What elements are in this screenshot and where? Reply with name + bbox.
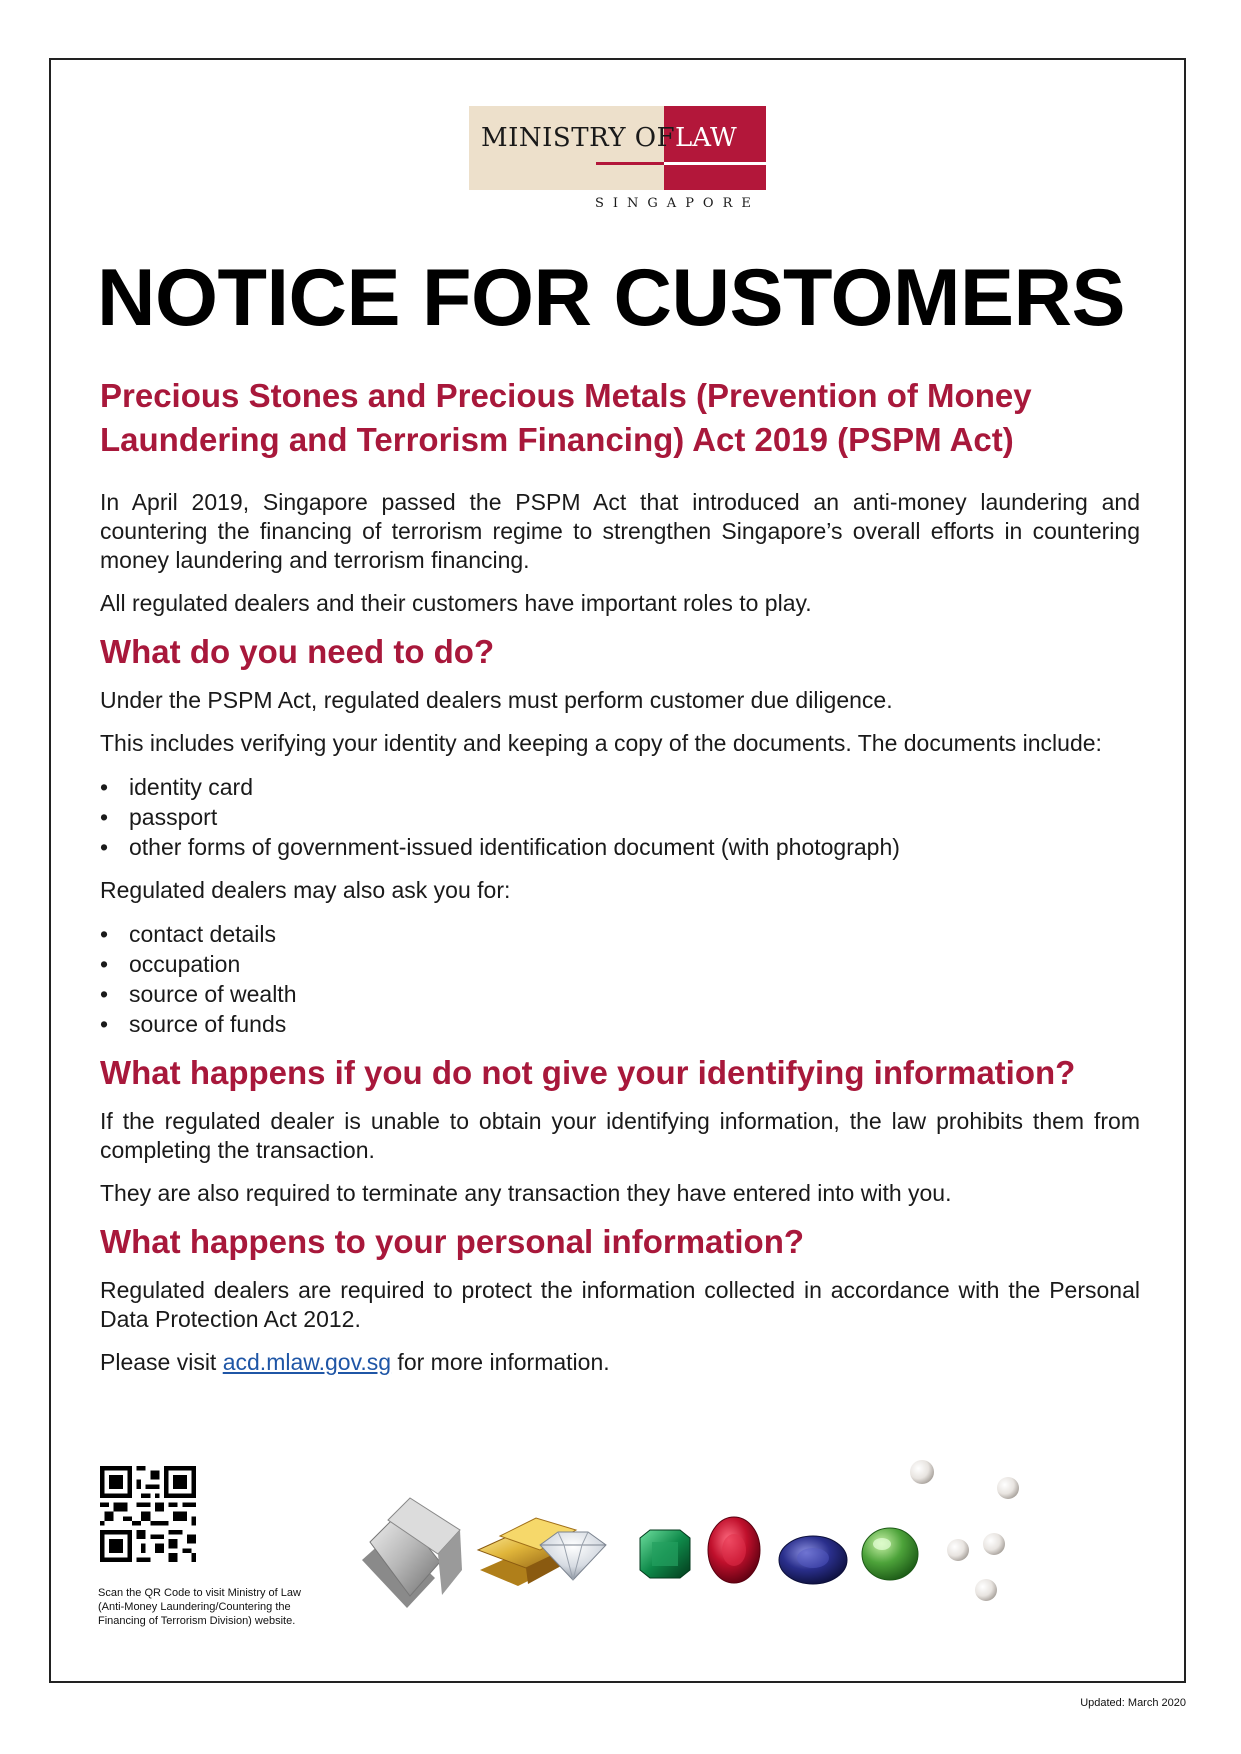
terminate-paragraph: They are also required to terminate any transaction they have entered into with you. bbox=[100, 1180, 952, 1206]
prohibit-paragraph: If the regulated dealer is unable to obtain your identifying information, the law prohibits them from completing the transaction. bbox=[100, 1108, 1140, 1163]
list-item: • passport bbox=[100, 802, 1140, 832]
diamond-icon bbox=[540, 1532, 606, 1580]
roles-paragraph: All regulated dealers and their customers have important roles to play. bbox=[100, 590, 812, 616]
website-link[interactable]: acd.mlaw.gov.sg bbox=[222, 1349, 392, 1375]
notice-content bbox=[100, 374, 1140, 1391]
extras-list bbox=[100, 919, 1140, 1039]
sapphire-icon bbox=[779, 1536, 847, 1584]
heading-refuse: What happens if you do not give your identifying information? bbox=[100, 1054, 1076, 1091]
documents-paragraph: This includes verifying your identity and keeping a copy of the documents. The documents include: bbox=[100, 730, 1102, 756]
jade-icon bbox=[862, 1528, 918, 1580]
logo-singapore-text: SINGAPORE bbox=[595, 196, 760, 211]
logo-ministry-text: MINISTRY OF bbox=[481, 123, 676, 153]
list-item: • source of funds bbox=[100, 1009, 1140, 1039]
heading-personal-info: What happens to your personal information? bbox=[100, 1223, 805, 1260]
page-title: NOTICE FOR CUSTOMERS bbox=[97, 253, 1126, 343]
pearl-icon bbox=[910, 1460, 1019, 1601]
list-item: • other forms of government-issued identification document (with photograph) bbox=[100, 832, 1140, 862]
list-item: • occupation bbox=[100, 949, 1140, 979]
cdd-paragraph: Under the PSPM Act, regulated dealers must perform customer due diligence. bbox=[100, 687, 893, 713]
list-item: • identity card bbox=[100, 772, 1140, 802]
protect-paragraph: Regulated dealers are required to protect the information collected in accordance with the Personal Data Protection Act 2012. bbox=[100, 1277, 1140, 1332]
ruby-icon bbox=[708, 1517, 760, 1583]
may-ask-paragraph: Regulated dealers may also ask you for: bbox=[100, 877, 511, 903]
intro-paragraph: In April 2019, Singapore passed the PSPM Act that introduced an anti-money laundering and countering the financing of terrorism regime to strengthen Singapore’s overall efforts in countering money laundering and terrorism financing. bbox=[100, 489, 1140, 573]
documents-list bbox=[100, 772, 1140, 862]
act-title: Precious Stones and Precious Metals (Prevention of Money Laundering and Terrorism Financing) Act 2019 (PSPM Act) bbox=[100, 377, 1032, 458]
visit-suffix: for more information. bbox=[391, 1349, 610, 1375]
list-item: • contact details bbox=[100, 919, 1140, 949]
visit-paragraph bbox=[100, 1348, 1140, 1377]
ministry-of-law-logo bbox=[469, 106, 766, 216]
list-item: • source of wealth bbox=[100, 979, 1140, 1009]
heading-what-to-do: What do you need to do? bbox=[100, 633, 495, 670]
updated-date: Updated: March 2020 bbox=[1080, 1697, 1186, 1709]
qr-caption: Scan the QR Code to visit Ministry of Law (Anti-Money Laundering/Countering the Financing of Terrorism Division) website. bbox=[98, 1587, 301, 1627]
logo-law-text: LAW bbox=[675, 123, 737, 153]
precious-items-illustration bbox=[350, 1450, 1170, 1620]
visit-prefix: Please visit bbox=[100, 1349, 223, 1375]
qr-code-icon[interactable] bbox=[100, 1466, 196, 1562]
logo-rule-white bbox=[664, 162, 766, 165]
emerald-icon bbox=[640, 1530, 690, 1578]
silver-bars-icon bbox=[362, 1498, 462, 1608]
